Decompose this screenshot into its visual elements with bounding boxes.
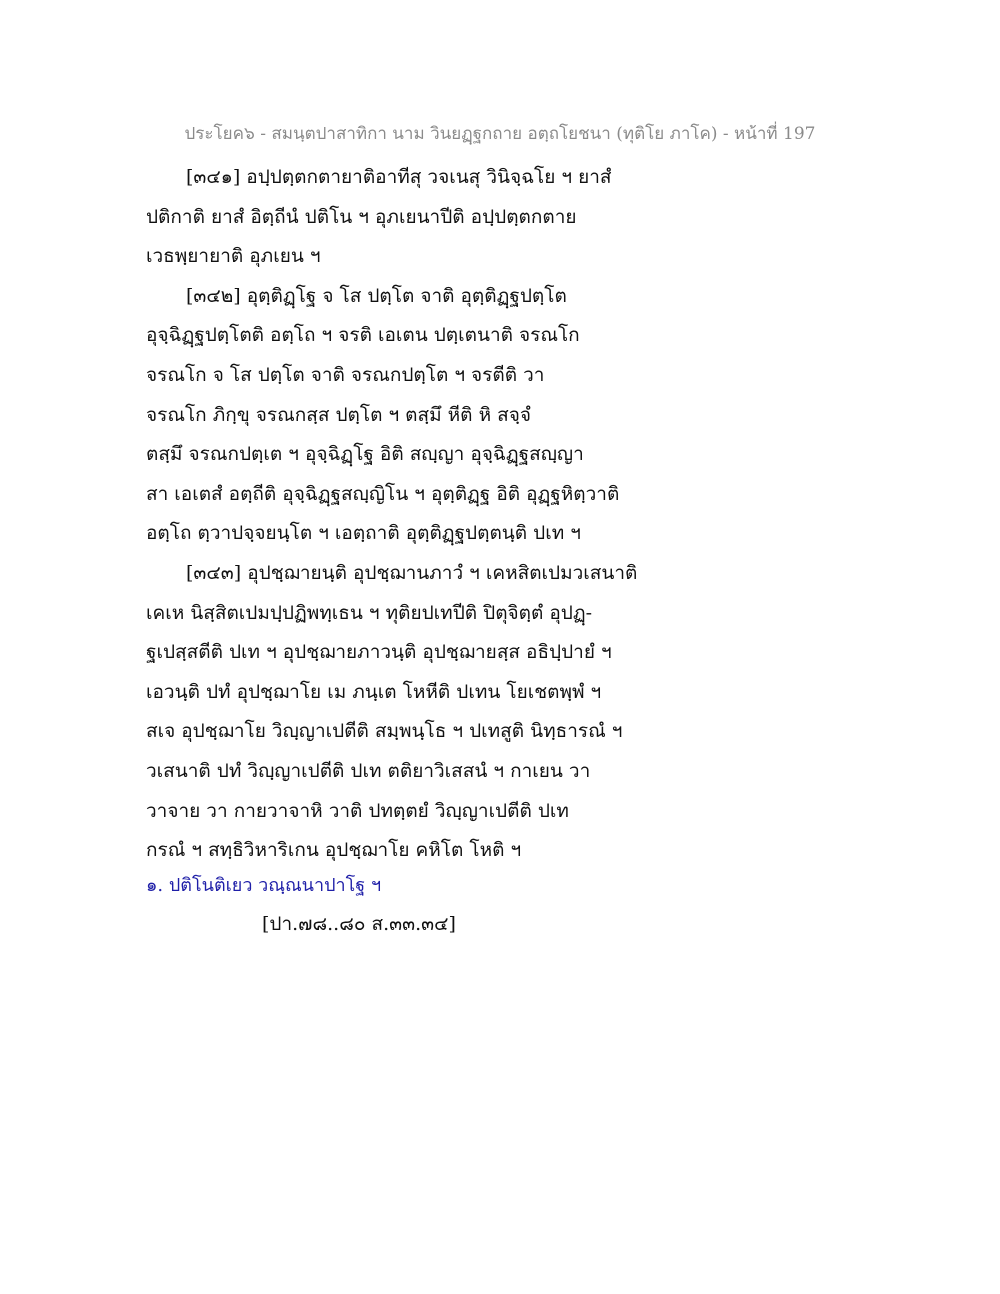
- paragraph-343-line: เอวนฺติ ปทํ อุปชฺฌาโย เม ภนฺเต โหหีติ ปเทน โยเชตพฺพํ ฯ: [146, 680, 602, 703]
- page-reference: [ปา.๗๘..๘๐ ส.๓๓.๓๔]: [262, 913, 456, 935]
- paragraph-341-line: เวธพฺยายาติ อุภเยน ฯ: [146, 245, 321, 268]
- paragraph-343-line: วาจาย วา กายวาจาหิ วาติ ปทตฺตยํ วิญฺญาเปตีติ ปเท: [146, 799, 569, 822]
- paragraph-343-line: วเสนาติ ปทํ วิญฺญาเปตีติ ปเท ตติยาวิเสสนํ ฯ กาเยน วา: [146, 759, 591, 782]
- paragraph-341-line: [๓๔๑] อปฺปตฺตกตายาติอาทีสุ วจเนสุ วินิจฺฉโย ฯ ยาสํ: [186, 166, 612, 188]
- body-text: [146, 158, 966, 871]
- paragraph-342-line: อตฺโถ ตฺวาปจฺจยนฺโต ฯ เอตฺถาติ อุตฺติฏฺฐปตฺตนฺติ ปเท ฯ: [146, 522, 581, 545]
- paragraph-342-line: [๓๔๒] อุตฺติฏฺโฐ จ โส ปตฺโต จาติ อุตฺติฏฺฐปตฺโต: [186, 284, 567, 307]
- page-header: ประโยค๖ - สมนฺตปาสาทิกา นาม วินยฏฺฐกถาย อตฺถโยชนา (ทุติโย ภาโค) - หน้าที่ 197: [184, 124, 816, 144]
- paragraph-343-line: ฐเปสฺสตีติ ปเท ฯ อุปชฺฌายภาวนฺติ อุปชฺฌายสฺส อธิปฺปายํ ฯ: [146, 641, 612, 664]
- paragraph-343-line: สเจ อุปชฺฌาโย วิญฺญาเปตีติ สมฺพนฺโธ ฯ ปเทสูติ นิทฺธารณํ ฯ: [146, 720, 623, 743]
- paragraph-341-line: ปติกาติ ยาสํ อิตฺถีนํ ปติโน ฯ อุภเยนาปีติ อปฺปตฺตกตาย: [146, 205, 577, 228]
- paragraph-342-line: ตสฺมึ จรณกปตฺเต ฯ อุจฺฉิฏฺโฐ อิติ สญฺญา อุจฺฉิฏฺฐสญฺญา: [146, 443, 584, 466]
- footnote: ๑. ปติโนติเยว วณฺณนาปาโฐ ฯ: [146, 875, 382, 896]
- paragraph-342-line: สา เอเตสํ อตฺถีติ อุจฺฉิฏฺฐสญฺญิโน ฯ อุตฺติฏฺฐ อิติ อุฏฺฐหิตฺวาติ: [146, 482, 620, 505]
- paragraph-342-line: อุจฺฉิฏฺฐปตฺโตติ อตฺโถ ฯ จรติ เอเตน ปตฺเตนาติ จรณโก: [146, 324, 580, 347]
- paragraph-342-line: จรณโก จ โส ปตฺโต จาติ จรณกปตฺโต ฯ จรตีติ วา: [146, 363, 545, 386]
- paragraph-342-line: จรณโก ภิกฺขุ จรณกสฺส ปตฺโต ฯ ตสฺมึ หีติ หิ สจฺจํ: [146, 403, 531, 426]
- paragraph-343-line: เคเห นิสฺสิตเปมปฺปฏิพทฺเธน ฯ ทุติยปเทปีติ ปิตุจิตฺตํ อุปฏฺ-: [146, 601, 593, 624]
- paragraph-343-line: [๓๔๓] อุปชฺฌายนฺติ อุปชฺฌานภาวํ ฯ เคหสิตเปมวเสนาติ: [186, 561, 638, 584]
- paragraph-343-line: กรณํ ฯ สทฺธิวิหาริเกน อุปชฺฌาโย คหิโต โหติ ฯ: [146, 839, 522, 862]
